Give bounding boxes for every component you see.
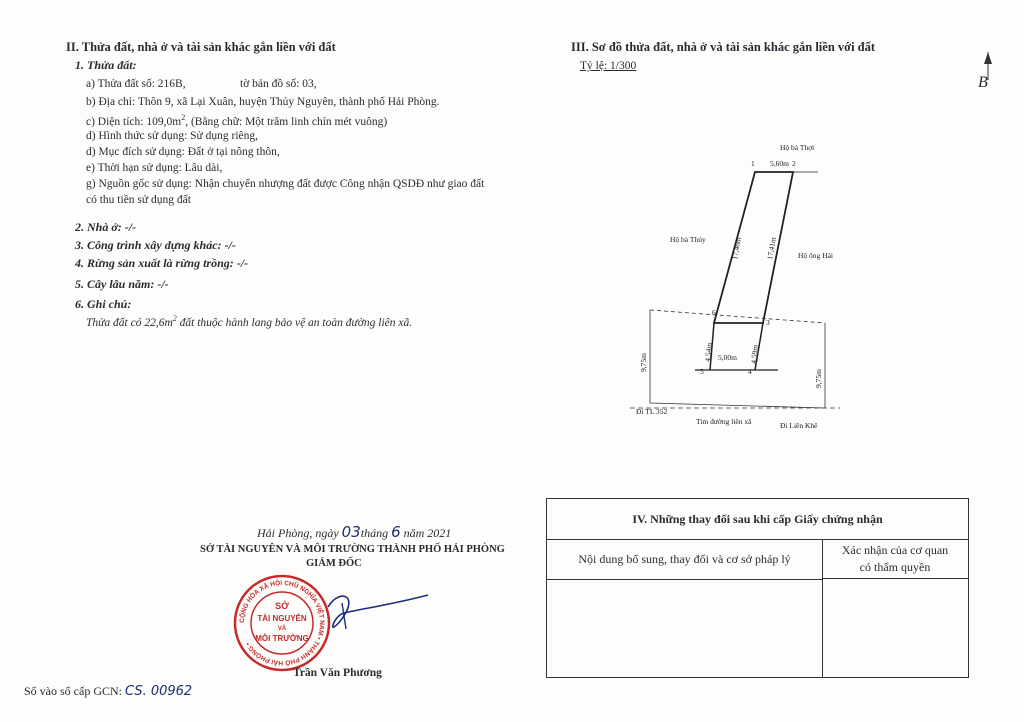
changes-table bbox=[546, 498, 969, 678]
point-label: 5 bbox=[700, 367, 704, 376]
register-number bbox=[24, 684, 192, 699]
road-center-label: Tim đường liên xã bbox=[696, 417, 752, 426]
trees-line: 5. Cây lâu năm: -/- bbox=[75, 277, 169, 291]
register-label: Số vào sổ cấp GCN: bbox=[24, 684, 125, 698]
seal-center-bot: MÔI TRƯỜNG bbox=[255, 634, 309, 643]
point-label: 2 bbox=[792, 159, 796, 168]
issuing-org: SỞ TÀI NGUYÊN VÀ MÔI TRƯỜNG THÀNH PHỐ HẢI PHÒNG bbox=[200, 544, 505, 555]
outer-left-dim: 9,75m bbox=[639, 353, 648, 372]
house-line: 2. Nhà ở: -/- bbox=[75, 220, 137, 234]
land-usage-term: e) Thời hạn sử dụng: Lâu dài, bbox=[86, 162, 223, 174]
point-label: 3 bbox=[766, 318, 770, 327]
notes-text-suffix: đất thuộc hành lang bảo vệ an toàn đường liên xã. bbox=[176, 316, 413, 329]
changes-col-confirm bbox=[822, 539, 968, 579]
date-month: 6 bbox=[391, 523, 401, 541]
date-day: 03 bbox=[341, 523, 361, 541]
land-usage-purpose: d) Mục đích sử dụng: Đất ở tại nông thôn, bbox=[86, 146, 280, 158]
date-year: năm 2021 bbox=[400, 526, 452, 540]
register-value: CS. 00962 bbox=[125, 684, 193, 699]
signer-name: Trần Văn Phương bbox=[293, 667, 382, 679]
handwritten-signature bbox=[300, 585, 440, 645]
land-sheet-number: tờ bản đồ số: 03, bbox=[240, 78, 317, 90]
left-owner: Hộ bà Thủy bbox=[670, 235, 706, 244]
land-origin-cont: có thu tiền sử dụng đất bbox=[86, 194, 191, 206]
seal-center-mid2: VÀ bbox=[277, 626, 287, 632]
outer-right-dim: 9,75m bbox=[814, 369, 823, 388]
changes-col-confirm-line1: Xác nhận của cơ quan bbox=[841, 543, 949, 557]
signer-role: GIÁM ĐỐC bbox=[306, 558, 362, 569]
date-month-word: tháng bbox=[360, 526, 392, 540]
table-divider bbox=[822, 579, 823, 677]
seal-center-top: SỞ bbox=[275, 601, 289, 611]
forest-line: 4. Rừng sản xuất là rừng trồng: -/- bbox=[75, 256, 249, 270]
land-parcel-number: a) Thửa đất số: 216B, bbox=[86, 78, 186, 90]
construction-line: 3. Công trình xây dựng khác: -/- bbox=[75, 238, 236, 252]
land-area: c) Diện tích: $109,0m^2$, (Bằng chữ: Một trăm linh chín mét vuông) bbox=[86, 113, 388, 128]
inner-right-dim: 4,59m bbox=[749, 344, 760, 365]
issue-date bbox=[257, 523, 451, 541]
section-2-heading: II. Thửa đất, nhà ở và tài sản khác gắn liền với đất bbox=[66, 40, 336, 54]
point-label: 1 bbox=[751, 159, 755, 168]
date-prefix: Hải Phòng, ngày bbox=[257, 526, 342, 540]
right-dim: 17,41m bbox=[765, 236, 778, 261]
inner-left-dim: 4,54m bbox=[703, 342, 714, 363]
road-left-label: Đi TL 352 bbox=[636, 407, 668, 416]
parcel-diagram bbox=[620, 130, 840, 430]
point-label: 4 bbox=[748, 367, 752, 376]
changes-col-content: Nội dung bổ sung, thay đổi và cơ sở pháp lý bbox=[547, 539, 823, 580]
point-label: 6 bbox=[712, 308, 716, 317]
notes-title: 6. Ghi chú: bbox=[75, 297, 132, 311]
parcel-outline bbox=[714, 172, 793, 323]
left-dim: 17,46m bbox=[730, 236, 743, 261]
land-area-prefix: c) Diện tích: 109,0m bbox=[86, 115, 182, 128]
land-address: b) Địa chỉ: Thôn 9, xã Lại Xuân, huyện Thủy Nguyên, thành phố Hải Phòng. bbox=[86, 96, 440, 108]
land-title: 1. Thửa đất: bbox=[75, 58, 137, 72]
road-right-label: Đi Liên Khê bbox=[780, 421, 818, 430]
seal-center-mid1: TÀI NGUYÊN bbox=[257, 614, 307, 623]
section-4-heading: IV. Những thay đổi sau khi cấp Giấy chứng nhận bbox=[547, 499, 968, 540]
top-owner: Hộ bà Thợi bbox=[780, 143, 815, 152]
land-usage-form: d) Hình thức sử dụng: Sử dụng riêng, bbox=[86, 130, 259, 142]
land-origin: g) Nguồn gốc sử dụng: Nhận chuyển nhượng đất được Công nhận QSDĐ như giao đất bbox=[86, 178, 485, 190]
map-scale: Tỷ lệ: 1/300 bbox=[580, 60, 637, 72]
seal-ring-text: CỘNG HÒA XÃ HỘI CHỦ NGHĨA VIỆT NAM • THÀNH PHỐ HẢI PHÒNG • bbox=[238, 579, 326, 667]
notes-text-prefix: Thửa đất có 22,6m bbox=[86, 316, 173, 329]
right-owner: Hộ ông Hải bbox=[798, 251, 833, 260]
top-dim: 5,60m bbox=[770, 159, 789, 168]
notes-text: Thửa đất có $22,6m^2$ đất thuộc hành lang bảo vệ an toàn đường liên xã. bbox=[86, 314, 413, 329]
changes-col-confirm-line2: có thẩm quyền bbox=[859, 560, 931, 574]
section-3-heading: III. Sơ đồ thửa đất, nhà ở và tài sản khác gắn liền với đất bbox=[571, 40, 876, 54]
north-label: B bbox=[978, 74, 988, 91]
road-corridor bbox=[650, 310, 825, 408]
land-area-suffix: , (Bằng chữ: Một trăm linh chín mét vuông) bbox=[185, 115, 388, 128]
bottom-dim: 5,00m bbox=[718, 353, 737, 362]
